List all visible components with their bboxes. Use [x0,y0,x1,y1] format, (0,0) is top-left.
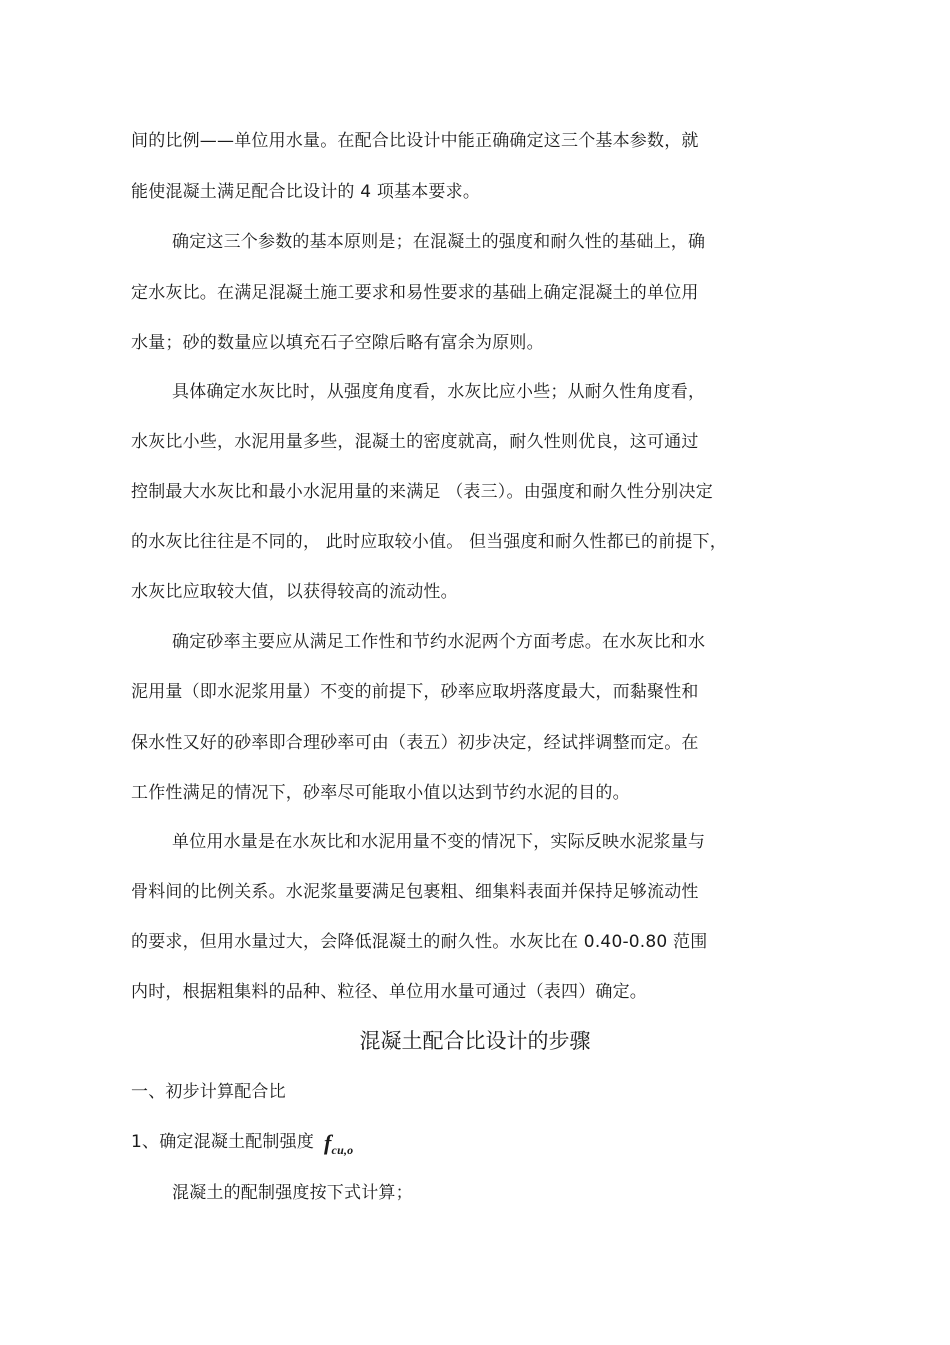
body-line-1: 间的比例——单位用水量。在配合比设计中能正确确定这三个基本参数，就 [131,131,699,151]
subsection-title: 一、初步计算配合比 [131,1082,286,1102]
body-line-2: 能使混凝土满足配合比设计的 4 项基本要求。 [131,182,481,202]
body-line-13: 保水性又好的砂率即合理砂率可由（表五）初步决定，经试拌调整而定。在 [131,733,699,753]
body-line-12: 泥用量（即水泥浆用量）不变的前提下，砂率应取坍落度最大，而黏聚性和 [131,682,699,702]
body-line-14: 工作性满足的情况下，砂率尽可能取小值以达到节约水泥的目的。 [131,783,630,803]
strength-formula [324,1130,353,1155]
body-line-8: 控制最大水灰比和最小水泥用量的来满足 （表三）。由强度和耐久性分别决定 [131,482,713,502]
formula-main-symbol: f [324,1130,332,1155]
body-line-15: 单位用水量是在水灰比和水泥用量不变的情况下，实际反映水泥浆量与 [172,832,706,852]
step-1-line [131,1130,353,1162]
body-line-11: 确定砂率主要应从满足工作性和节约水泥两个方面考虑。在水灰比和水 [172,632,706,652]
body-line-18: 内时，根据粗集料的品种、粒径、单位用水量可通过（表四）确定。 [131,982,647,1002]
body-line-16: 骨料间的比例关系。水泥浆量要满足包裹粗、细集料表面并保持足够流动性 [131,882,699,902]
body-line-6: 具体确定水灰比时，从强度角度看，水灰比应小些；从耐久性角度看， [172,382,706,402]
body-line-9: 的水灰比往往是不同的， 此时应取较小值。 但当强度和耐久性都已的前提下， [131,532,728,552]
body-line-4: 定水灰比。在满足混凝土施工要求和易性要求的基础上确定混凝土的单位用 [131,283,699,303]
formula-intro-line: 混凝土的配制强度按下式计算； [172,1183,413,1203]
body-line-17: 的要求，但用水量过大，会降低混凝土的耐久性。水灰比在 0.40-0.80 范围 [131,932,708,952]
body-line-7: 水灰比小些，水泥用量多些，混凝土的密度就高，耐久性则优良，这可通过 [131,432,699,452]
body-line-3: 确定这三个参数的基本原则是；在混凝土的强度和耐久性的基础上，确 [172,232,706,252]
step-1-title: 1、确定混凝土配制强度 [131,1132,315,1152]
body-line-10: 水灰比应取较大值，以获得较高的流动性。 [131,582,458,602]
body-line-5: 水量；砂的数量应以填充石子空隙后略有富余为原则。 [131,333,544,353]
section-heading: 混凝土配合比设计的步骤 [359,1029,591,1053]
formula-subscript: cu,o [331,1143,354,1157]
